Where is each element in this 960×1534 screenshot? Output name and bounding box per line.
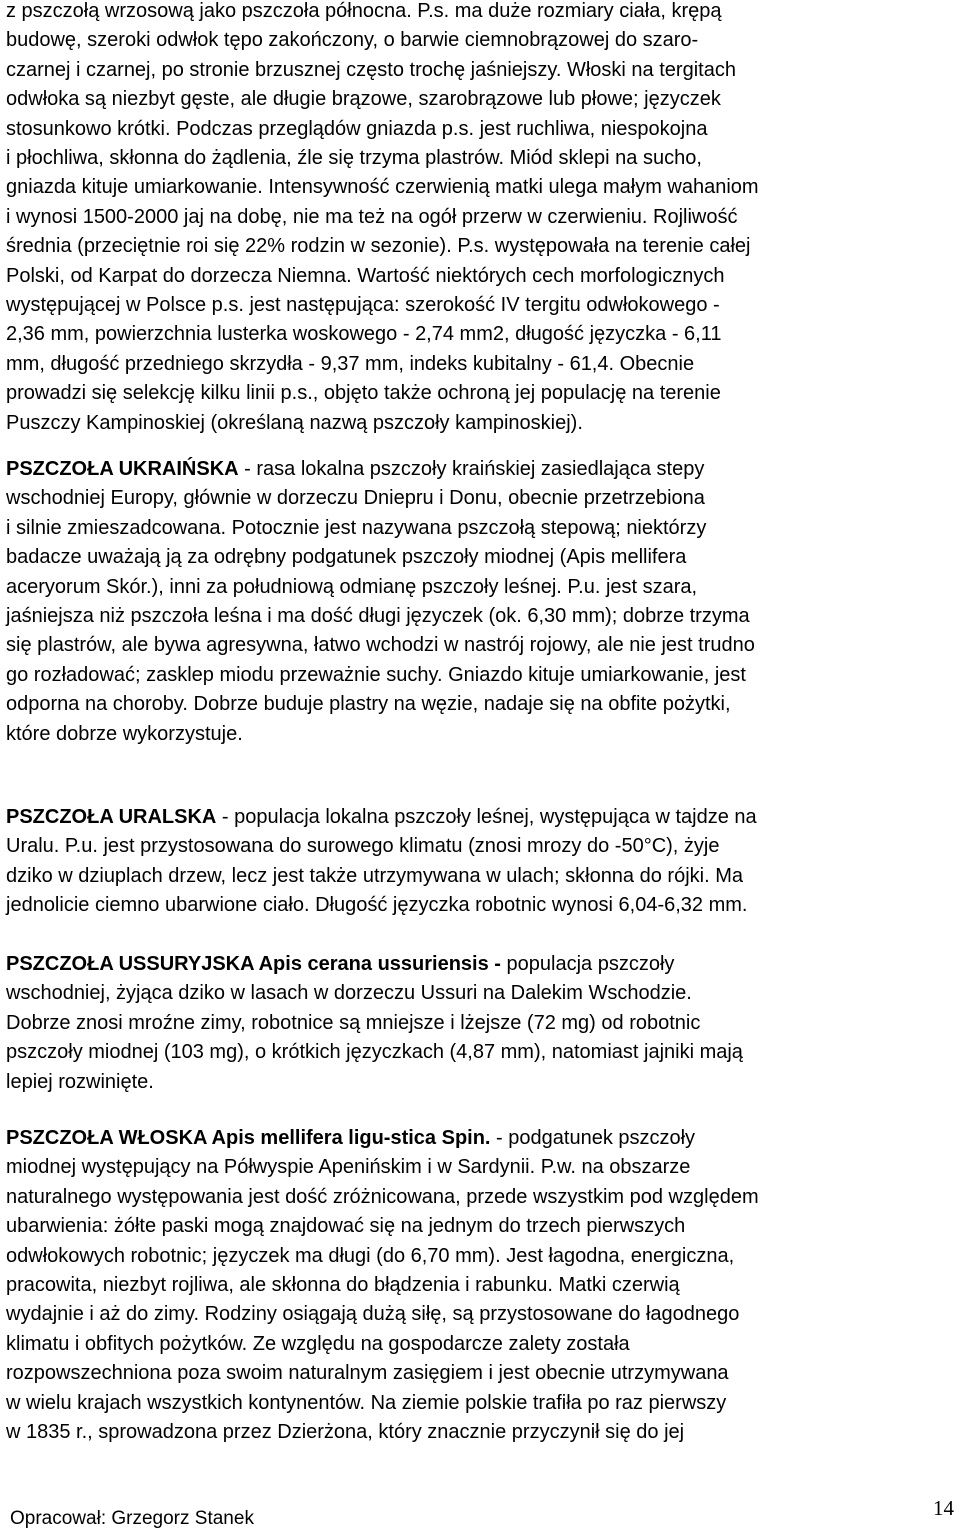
text-line-with-heading bbox=[6, 803, 954, 832]
text-line: lepiej rozwinięte. bbox=[6, 1070, 154, 1093]
text-line: mm, długość przedniego skrzydła - 9,37 mm, indeks kubitalny - 61,4. Obecnie bbox=[6, 352, 695, 375]
text-line: odwłokowych robotnic; języczek ma długi (do 6,70 mm). Jest łagodna, energiczna, bbox=[6, 1244, 735, 1267]
text-line: Polski, od Karpat do dorzecza Niemna. Wartość niektórych cech morfologicznych bbox=[6, 264, 725, 287]
text-line-with-heading bbox=[6, 1124, 954, 1153]
text-line: w wielu krajach wszystkich kontynentów. Na ziemie polskie trafiła po raz pierwszy bbox=[6, 1391, 727, 1414]
paragraph-central-european-bee bbox=[6, 0, 954, 438]
text-line: rozpowszechniona poza swoim naturalnym zasięgiem i jest obecnie utrzymywana bbox=[6, 1362, 729, 1385]
section-heading: PSZCZOŁA WŁOSKA Apis mellifera ligu-stica Spin. bbox=[6, 1127, 491, 1149]
text-line: naturalnego występowania jest dość zróżnicowana, przede wszystkim pod względem bbox=[6, 1185, 759, 1208]
text-line: pszczoły miodnej (103 mg), o krótkich języczkach (4,87 mm), natomiast jajniki mają bbox=[6, 1041, 743, 1064]
footer-author: Opracował: Grzegorz Stanek bbox=[10, 1508, 254, 1529]
text-line: 2,36 mm, powierzchnia lusterka woskowego - 2,74 mm2, długość języczka - 6,11 bbox=[6, 323, 722, 346]
paragraph-ural-bee bbox=[6, 803, 954, 921]
text-line: klimatu i obfitych pożytków. Ze względu na gospodarcze zalety została bbox=[6, 1332, 630, 1355]
text-line: wydajnie i aż do zimy. Rodziny osiągają dużą siłę, są przystosowane do łagodnego bbox=[6, 1303, 740, 1326]
text-line: go rozładować; zasklep miodu przeważnie suchy. Gniazdo kituje umiarkowanie, jest bbox=[6, 663, 746, 686]
text-line: Uralu. P.u. jest przystosowana do surowego klimatu (znosi mrozy do -50°C), żyje bbox=[6, 835, 720, 858]
paragraph-italian-bee bbox=[6, 1124, 954, 1447]
paragraph-ussuri-bee bbox=[6, 950, 954, 1097]
text-line: występującej w Polsce p.s. jest następująca: szerokość IV tergitu odwłokowego - bbox=[6, 294, 720, 317]
paragraph-ukrainian-bee bbox=[6, 455, 954, 749]
text-line: wschodniej Europy, głównie w dorzeczu Dniepru i Donu, obecnie przetrzebiona bbox=[6, 487, 705, 510]
text-line: prowadzi się selekcję kilku linii p.s., objęto także ochroną jej populację na terenie bbox=[6, 382, 721, 405]
text-line: odporna na choroby. Dobrze buduje plastry na węzie, nadaje się na obfite pożytki, bbox=[6, 693, 731, 716]
text-line: i wynosi 1500-2000 jaj na dobę, nie ma też na ogół przerw w czerwieniu. Rojliwość bbox=[6, 205, 738, 228]
text-line-with-heading bbox=[6, 455, 954, 484]
text-line: czarnej i czarnej, po stronie brzusznej często trochę jaśniejszy. Włoski na tergitach bbox=[6, 58, 736, 81]
text-line: w 1835 r., sprowadzona przez Dzierżona, który znacznie przyczynił się do jej bbox=[6, 1421, 685, 1444]
text-fragment: - rasa lokalna pszczoły kraińskiej zasiedlająca stepy bbox=[238, 458, 705, 480]
page-number: 14 bbox=[933, 1496, 954, 1520]
text-line: dziko w dziuplach drzew, lecz jest także utrzymywana w ulach; skłonna do rójki. Ma bbox=[6, 864, 743, 887]
text-line: się plastrów, ale bywa agresywna, łatwo wchodzi w nastrój rojowy, ale nie jest trudno bbox=[6, 634, 755, 657]
text-line: jednolicie ciemno ubarwione ciało. Długość języczka robotnic wynosi 6,04-6,32 mm. bbox=[6, 894, 748, 917]
text-line: z pszczołą wrzosową jako pszczoła północna. P.s. ma duże rozmiary ciała, krępą bbox=[6, 0, 722, 22]
text-line: ubarwienia: żółte paski mogą znajdować się na jednym do trzech pierwszych bbox=[6, 1215, 686, 1238]
section-heading: PSZCZOŁA UKRAIŃSKA bbox=[6, 458, 239, 480]
text-line-with-heading bbox=[6, 950, 954, 979]
text-line: stosunkowo krótki. Podczas przeglądów gniazda p.s. jest ruchliwa, niespokojna bbox=[6, 117, 708, 140]
text-line: i płochliwa, skłonna do żądlenia, źle się trzyma plastrów. Miód sklepi na sucho, bbox=[6, 147, 702, 170]
text-fragment: populacja pszczoły bbox=[500, 953, 675, 975]
text-line: Dobrze znosi mroźne zimy, robotnice są mniejsze i lżejsze (72 mg) od robotnic bbox=[6, 1011, 701, 1034]
text-line: badacze uważają ją za odrębny podgatunek pszczoły miodnej (Apis mellifera bbox=[6, 546, 687, 569]
text-line: gniazda kituje umiarkowanie. Intensywność czerwienią matki ulega małym wahaniom bbox=[6, 176, 759, 199]
text-line: aceryorum Skór.), inni za południową odmianę pszczoły leśnej. P.u. jest szara, bbox=[6, 575, 698, 598]
section-heading: PSZCZOŁA USSURYJSKA Apis cerana ussuriensis - bbox=[6, 953, 501, 975]
text-line: które dobrze wykorzystuje. bbox=[6, 722, 243, 745]
section-heading: PSZCZOŁA URALSKA bbox=[6, 806, 217, 828]
text-fragment: - podgatunek pszczoły bbox=[490, 1127, 696, 1149]
text-line: średnia (przeciętnie roi się 22% rodzin w sezonie). P.s. występowała na terenie całej bbox=[6, 235, 751, 258]
text-line: Puszczy Kampinoskiej (określaną nazwą pszczoły kampinoskiej). bbox=[6, 411, 583, 434]
text-line: odwłoka są niezbyt gęste, ale długie brązowe, szarobrązowe lub płowe; języczek bbox=[6, 88, 721, 111]
text-line: jaśniejsza niż pszczoła leśna i ma dość długi języczek (ok. 6,30 mm); dobrze trzyma bbox=[6, 605, 750, 628]
text-line: miodnej występujący na Półwyspie Apenińskim i w Sardynii. P.w. na obszarze bbox=[6, 1156, 691, 1179]
text-line: wschodniej, żyjąca dziko w lasach w dorzeczu Ussuri na Dalekim Wschodzie. bbox=[6, 982, 692, 1005]
text-line: pracowita, niezbyt rojliwa, ale skłonna do błądzenia i rabunku. Matki czerwią bbox=[6, 1274, 680, 1297]
text-line: i silnie zmieszadcowana. Potocznie jest nazywana pszczołą stepową; niektórzy bbox=[6, 516, 707, 539]
text-line: budowę, szeroki odwłok tępo zakończony, o barwie ciemnobrązowej do szaro- bbox=[6, 29, 699, 52]
text-fragment: - populacja lokalna pszczoły leśnej, występująca w tajdze na bbox=[216, 806, 757, 828]
